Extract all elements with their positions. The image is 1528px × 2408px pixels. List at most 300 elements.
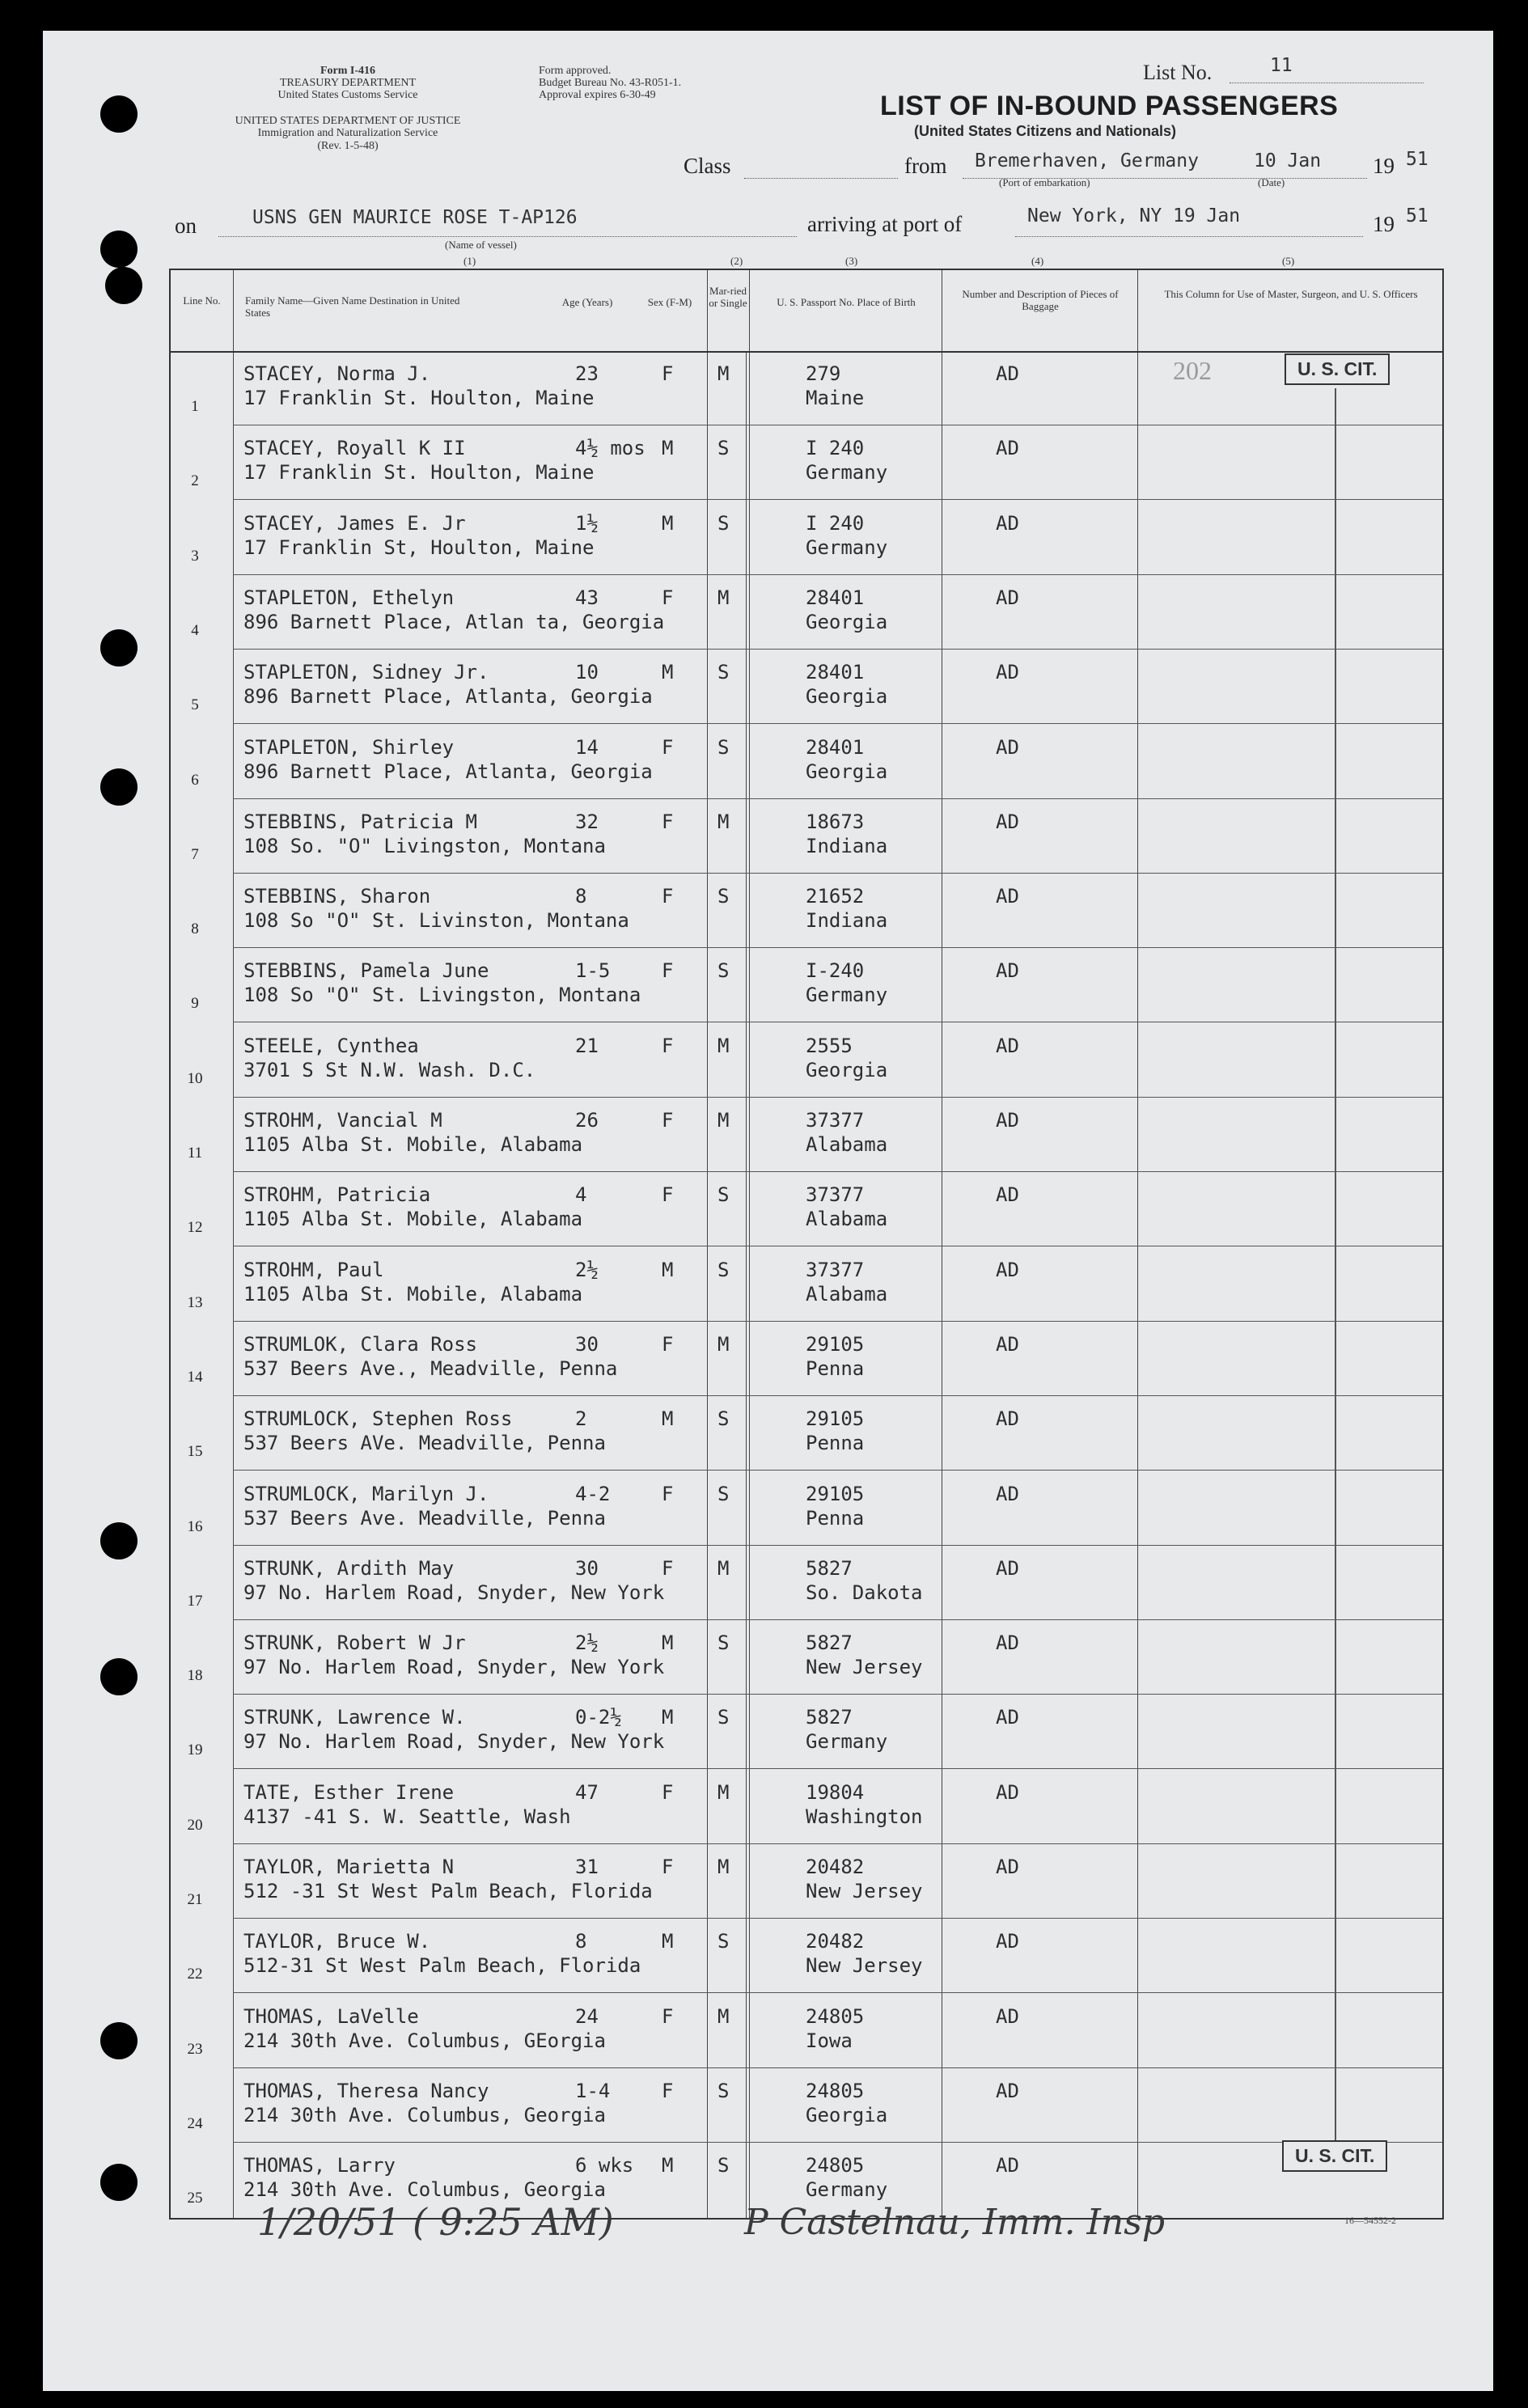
col-num-2: (2) (730, 255, 743, 267)
passenger-name: STRUMLOCK, Stephen Ross (243, 1407, 513, 1431)
handwritten-date: 1/20/51 ( 9:25 AM) (257, 2200, 614, 2244)
line-number: 4 (191, 621, 199, 639)
passenger-age: 2½ (575, 1258, 599, 1281)
place-of-birth: So. Dakota (806, 1581, 923, 1604)
table-row (171, 1844, 1442, 1919)
line-number: 11 (187, 1145, 203, 1162)
place-of-birth: Indiana (806, 834, 888, 857)
form-number: Form I-416 (320, 65, 376, 77)
passenger-name: STEBBINS, Patricia M (243, 810, 477, 833)
passport-number: 28401 (806, 661, 865, 684)
class-field (744, 154, 898, 179)
place-of-birth: Germany (806, 984, 888, 1007)
passenger-address: 512 -31 St West Palm Beach, Florida (243, 1880, 653, 1902)
passenger-age: 2½ (575, 1631, 599, 1655)
passenger-sex: M (662, 1930, 674, 1953)
passenger-name: STEBBINS, Sharon (243, 885, 431, 908)
passenger-address: 17 Franklin St, Houlton, Maine (243, 535, 595, 559)
marital-status: S (717, 1631, 730, 1655)
place-of-birth: Iowa (806, 2029, 853, 2052)
place-of-birth: Penna (806, 1432, 865, 1455)
passenger-age: 6 wks (575, 2154, 634, 2177)
passenger-sex: M (662, 1706, 674, 1729)
line-number: 24 (187, 2114, 203, 2132)
passenger-address: 97 No. Harlem Road, Snyder, New York (243, 1581, 665, 1604)
ins-service: Immigration and Naturalization Service (257, 127, 438, 139)
marital-status: S (717, 959, 730, 983)
col-header-age: Age (Years) (561, 296, 613, 308)
binder-hole (100, 629, 138, 667)
passport-number: 20482 (806, 1930, 865, 1953)
place-of-birth: Georgia (806, 2103, 888, 2127)
table-row (171, 874, 1442, 948)
vessel-name: USNS GEN MAURICE ROSE T-AP126 (252, 207, 578, 228)
passenger-age: 4 (575, 1183, 587, 1207)
arriving-label: arriving at port of (807, 212, 963, 236)
date-caption: (Date) (1258, 176, 1285, 188)
list-no-label: List No. (1143, 61, 1213, 84)
approved-line-2: Budget Bureau No. 43-R051-1. (539, 77, 682, 89)
bracket-line (1335, 388, 1336, 2144)
passenger-address: 1105 Alba St. Mobile, Alabama (243, 1208, 583, 1231)
place-of-birth: Penna (806, 1506, 865, 1530)
year2-prefix: 19 (1373, 212, 1395, 236)
passenger-name: STROHM, Vancial M (243, 1109, 442, 1132)
year-value: 51 (1406, 149, 1429, 170)
passenger-address: 214 30th Ave. Columbus, GEorgia (243, 2029, 606, 2052)
baggage: AD (996, 362, 1019, 385)
passenger-name: STRUMLOCK, Marilyn J. (243, 1482, 489, 1505)
place-of-birth: Germany (806, 1730, 888, 1754)
marital-status: M (717, 810, 730, 833)
marital-status: M (717, 1109, 730, 1132)
marital-status: S (717, 2079, 730, 2102)
passenger-address: 1105 Alba St. Mobile, Alabama (243, 1133, 583, 1156)
table-row (171, 1471, 1442, 1546)
passenger-sex: F (662, 1034, 674, 1057)
passenger-age: 1½ (575, 511, 599, 535)
baggage: AD (996, 2079, 1019, 2102)
passport-number: 2555 (806, 1034, 853, 1057)
passenger-age: 30 (575, 1332, 599, 1356)
baggage: AD (996, 1706, 1019, 1729)
vessel-caption: (Name of vessel) (445, 239, 517, 251)
passenger-address: 537 Beers Ave., Meadville, Penna (243, 1356, 618, 1380)
line-number: 21 (187, 1891, 203, 1908)
passport-number: 24805 (806, 2154, 865, 2177)
marital-status: S (717, 735, 730, 759)
passport-number: 5827 (806, 1556, 853, 1580)
approved-line-3: Approval expires 6-30-49 (539, 89, 656, 101)
passport-number: I 240 (806, 511, 865, 535)
passenger-address: 108 So "O" St. Livinston, Montana (243, 909, 629, 933)
passport-number: 29105 (806, 1407, 865, 1431)
place-of-birth: Penna (806, 1356, 865, 1380)
baggage: AD (996, 2004, 1019, 2028)
baggage: AD (996, 661, 1019, 684)
line-number: 8 (191, 920, 199, 938)
line-number: 6 (191, 771, 199, 789)
passenger-age: 1-5 (575, 959, 611, 983)
passenger-sex: M (662, 437, 674, 460)
passenger-address: 512-31 St West Palm Beach, Florida (243, 1954, 641, 1978)
port-caption: (Port of embarkation) (999, 176, 1090, 188)
table-row (171, 1994, 1442, 2068)
passenger-name: STRUMLOK, Clara Ross (243, 1332, 477, 1356)
passport-number: 19804 (806, 1780, 865, 1804)
passenger-address: 108 So "O" St. Livingston, Montana (243, 984, 641, 1007)
line-number: 23 (187, 2040, 203, 2058)
passenger-name: TATE, Esther Irene (243, 1780, 455, 1804)
line-number: 14 (187, 1368, 203, 1386)
passenger-sex: M (662, 661, 674, 684)
baggage: AD (996, 1332, 1019, 1356)
place-of-birth: Germany (806, 461, 888, 485)
col-header-married: Mar-ried or Single (709, 285, 747, 309)
passenger-name: STEBBINS, Pamela June (243, 959, 489, 983)
passenger-age: 10 (575, 661, 599, 684)
baggage: AD (996, 2154, 1019, 2177)
passport-number: 5827 (806, 1706, 853, 1729)
baggage: AD (996, 1482, 1019, 1505)
table-row (171, 650, 1442, 724)
passenger-name: THOMAS, LaVelle (243, 2004, 419, 2028)
passenger-sex: F (662, 1856, 674, 1878)
table-row (171, 425, 1442, 500)
passenger-age: 4-2 (575, 1482, 611, 1505)
passport-number: 29105 (806, 1332, 865, 1356)
line-number: 13 (187, 1293, 203, 1311)
passenger-sex: F (662, 362, 674, 385)
passenger-address: 537 Beers AVe. Meadville, Penna (243, 1432, 606, 1455)
passenger-age: 8 (575, 1930, 587, 1953)
col-num-1: (1) (463, 255, 476, 267)
marital-status: M (717, 2004, 730, 2028)
table-row (171, 1620, 1442, 1695)
passenger-sex: M (662, 1258, 674, 1281)
passenger-age: 8 (575, 885, 587, 908)
passenger-sex: F (662, 1332, 674, 1356)
binder-hole (100, 231, 138, 268)
from-label: from (904, 154, 947, 178)
line-number: 2 (191, 472, 199, 490)
passenger-sex: F (662, 735, 674, 759)
passenger-age: 23 (575, 362, 599, 385)
passenger-name: STACEY, James E. Jr (243, 511, 466, 535)
file-number-202: 202 (1173, 356, 1212, 385)
baggage: AD (996, 1856, 1019, 1878)
passport-number: 37377 (806, 1183, 865, 1207)
passenger-address: 4137 -41 S. W. Seattle, Wash (243, 1805, 571, 1828)
passenger-address: 97 No. Harlem Road, Snyder, New York (243, 1656, 665, 1679)
passport-number: 5827 (806, 1631, 853, 1655)
marital-status: S (717, 1258, 730, 1281)
binder-hole (100, 95, 138, 133)
marital-status: M (717, 586, 730, 609)
table-row (171, 575, 1442, 650)
page-title: LIST OF IN-BOUND PASSENGERS (880, 91, 1339, 121)
col-header-sex: Sex (F-M) (647, 296, 692, 308)
passport-number: 29105 (806, 1482, 865, 1505)
passenger-address: 17 Franklin St. Houlton, Maine (243, 461, 595, 485)
baggage: AD (996, 1407, 1019, 1431)
line-number: 5 (191, 696, 199, 714)
baggage: AD (996, 735, 1019, 759)
table-row (171, 725, 1442, 799)
passenger-sex: F (662, 1183, 674, 1207)
marital-status: S (717, 437, 730, 460)
table-row (171, 501, 1442, 575)
passenger-address: 537 Beers Ave. Meadville, Penna (243, 1506, 606, 1530)
passenger-sex: F (662, 586, 674, 609)
place-of-birth: Alabama (806, 1282, 888, 1306)
us-citizen-stamp-top: U. S. CIT. (1285, 353, 1390, 385)
place-of-birth: Germany (806, 2178, 888, 2202)
line-number: 3 (191, 547, 199, 565)
marital-status: S (717, 1407, 730, 1431)
col-header-line: Line No. (183, 294, 221, 307)
place-of-birth: Alabama (806, 1208, 888, 1231)
marital-status: S (717, 661, 730, 684)
marital-status: M (717, 362, 730, 385)
place-of-birth: Washington (806, 1805, 923, 1828)
passenger-age: 1-4 (575, 2079, 611, 2102)
year-prefix: 19 (1373, 154, 1395, 178)
justice-dept: UNITED STATES DEPARTMENT OF JUSTICE (235, 115, 461, 127)
line-number: 25 (187, 2190, 203, 2207)
line-number: 16 (187, 1517, 203, 1535)
from-port-value: Bremerhaven, Germany (975, 150, 1199, 171)
passenger-sex: M (662, 1631, 674, 1655)
passenger-age: 4½ mos (575, 437, 645, 460)
passenger-name: STACEY, Royall K II (243, 437, 466, 460)
place-of-birth: New Jersey (806, 1880, 923, 1902)
baggage: AD (996, 1183, 1019, 1207)
table-row (171, 1695, 1442, 1769)
place-of-birth: Alabama (806, 1133, 888, 1156)
binder-hole (100, 768, 138, 806)
passport-number: 28401 (806, 735, 865, 759)
treasury-dept: TREASURY DEPARTMENT (279, 77, 417, 89)
col-header-baggage: Number and Description of Pieces of Baggage (962, 288, 1119, 312)
place-of-birth: Georgia (806, 760, 888, 783)
passenger-address: 108 So. "O" Livingston, Montana (243, 834, 606, 857)
line-number: 19 (187, 1741, 203, 1759)
passenger-address: 17 Franklin St. Houlton, Maine (243, 387, 595, 409)
place-of-birth: Georgia (806, 685, 888, 709)
passenger-address: 896 Barnett Place, Atlanta, Georgia (243, 760, 653, 783)
passenger-sex: F (662, 1780, 674, 1804)
passenger-address: 214 30th Ave. Columbus, Georgia (243, 2178, 606, 2202)
baggage: AD (996, 810, 1019, 833)
passenger-name: STAPLETON, Ethelyn (243, 586, 455, 609)
marital-status: M (717, 1556, 730, 1580)
baggage: AD (996, 885, 1019, 908)
passport-number: I 240 (806, 437, 865, 460)
col-num-4: (4) (1031, 255, 1044, 267)
place-of-birth: Germany (806, 535, 888, 559)
binder-hole (105, 267, 142, 304)
departure-date-value: 10 Jan (1254, 150, 1322, 171)
col-num-5: (5) (1282, 255, 1295, 267)
col-header-name: Family Name—Given Name Destination in United States (245, 294, 460, 319)
passport-number: 24805 (806, 2079, 865, 2102)
binder-hole (100, 2164, 138, 2201)
binder-hole (100, 1658, 138, 1695)
marital-status: S (717, 2154, 730, 2177)
baggage: AD (996, 586, 1019, 609)
passenger-name: THOMAS, Theresa Nancy (243, 2079, 489, 2102)
passenger-sex: M (662, 511, 674, 535)
passport-number: 20482 (806, 1856, 865, 1878)
passenger-age: 30 (575, 1556, 599, 1580)
passenger-sex: F (662, 810, 674, 833)
marital-status: S (717, 1482, 730, 1505)
passenger-age: 0-2½ (575, 1706, 622, 1729)
passenger-age: 24 (575, 2004, 599, 2028)
baggage: AD (996, 511, 1019, 535)
class-label: Class (684, 154, 731, 178)
passenger-name: STRUNK, Robert W Jr (243, 1631, 466, 1655)
page-subtitle: (United States Citizens and Nationals) (914, 123, 1177, 139)
passenger-age: 14 (575, 735, 599, 759)
passenger-sex: F (662, 2004, 674, 2028)
approved-line-1: Form approved. (539, 65, 612, 77)
line-number: 17 (187, 1592, 203, 1610)
passenger-name: STAPLETON, Shirley (243, 735, 455, 759)
line-number: 12 (187, 1219, 203, 1237)
binder-hole (100, 2022, 138, 2059)
passenger-name: STROHM, Paul (243, 1258, 384, 1281)
passport-number: 37377 (806, 1258, 865, 1281)
baggage: AD (996, 1034, 1019, 1057)
baggage: AD (996, 1109, 1019, 1132)
table-row (171, 1098, 1442, 1172)
col-header-passport: U. S. Passport No. Place of Birth (777, 296, 916, 308)
place-of-birth: Georgia (806, 610, 888, 633)
passport-number: 24805 (806, 2004, 865, 2028)
passenger-sex: F (662, 1109, 674, 1132)
place-of-birth: Indiana (806, 909, 888, 933)
us-citizen-stamp-bottom: U. S. CIT. (1282, 2140, 1387, 2172)
passenger-name: THOMAS, Larry (243, 2154, 396, 2177)
table-row (171, 2068, 1442, 2143)
line-number: 20 (187, 1816, 203, 1834)
col-num-3: (3) (845, 255, 858, 267)
passport-number: 21652 (806, 885, 865, 908)
place-of-birth: New Jersey (806, 1656, 923, 1679)
marital-status: S (717, 1183, 730, 1207)
marital-status: M (717, 1034, 730, 1057)
passenger-address: 1105 Alba St. Mobile, Alabama (243, 1282, 583, 1306)
line-number: 22 (187, 1966, 203, 1983)
passenger-address: 896 Barnett Place, Atlanta, Georgia (243, 685, 653, 709)
marital-status: S (717, 1706, 730, 1729)
passenger-name: STEELE, Cynthea (243, 1034, 419, 1057)
baggage: AD (996, 1780, 1019, 1804)
passport-number: 28401 (806, 586, 865, 609)
passenger-sex: F (662, 2079, 674, 2102)
line-number: 7 (191, 845, 199, 863)
list-no-field (1230, 57, 1424, 83)
baggage: AD (996, 1556, 1019, 1580)
marital-status: M (717, 1780, 730, 1804)
passenger-address: 214 30th Ave. Columbus, Georgia (243, 2103, 606, 2127)
passenger-name: STROHM, Patricia (243, 1183, 431, 1207)
marital-status: M (717, 1332, 730, 1356)
passenger-age: 47 (575, 1780, 599, 1804)
line-number: 15 (187, 1443, 203, 1461)
year2-value: 51 (1406, 205, 1429, 226)
passenger-name: STRUNK, Lawrence W. (243, 1706, 466, 1729)
passenger-sex: M (662, 2154, 674, 2177)
passenger-sex: F (662, 1482, 674, 1505)
list-no-value: 11 (1270, 55, 1293, 76)
passenger-sex: F (662, 1556, 674, 1580)
place-of-birth: New Jersey (806, 1954, 923, 1978)
passport-number: 279 (806, 362, 841, 385)
passenger-name: STRUNK, Ardith May (243, 1556, 455, 1580)
passenger-name: TAYLOR, Bruce W. (243, 1930, 431, 1953)
table-row (171, 351, 1442, 425)
marital-status: M (717, 1856, 730, 1878)
passenger-address: 3701 S St N.W. Wash. D.C. (243, 1058, 536, 1081)
table-row (171, 1770, 1442, 1844)
revision: (Rev. 1-5-48) (317, 140, 379, 152)
line-number: 9 (191, 995, 199, 1013)
table-row (171, 799, 1442, 874)
table-row (171, 1322, 1442, 1396)
line-number: 1 (191, 398, 199, 415)
col-header-officers: This Column for Use of Master, Surgeon, and U. S. Officers (1164, 288, 1418, 300)
passport-number: 37377 (806, 1109, 865, 1132)
arrival-port-value: New York, NY 19 Jan (1027, 205, 1241, 226)
footer-code: 16—54552-2 (1344, 2215, 1396, 2226)
passenger-table (169, 269, 1444, 2220)
table-row (171, 1546, 1442, 1620)
baggage: AD (996, 959, 1019, 983)
table-row (171, 1172, 1442, 1246)
table-row (171, 1919, 1442, 1993)
passenger-sex: F (662, 885, 674, 908)
table-row (171, 1396, 1442, 1471)
line-number: 18 (187, 1667, 203, 1685)
baggage: AD (996, 1930, 1019, 1953)
line-number: 10 (187, 1069, 203, 1087)
passenger-sex: F (662, 959, 674, 983)
binder-hole (100, 1522, 138, 1559)
passenger-name: STACEY, Norma J. (243, 362, 431, 385)
table-row (171, 948, 1442, 1022)
customs-service: United States Customs Service (277, 89, 418, 101)
passenger-name: STAPLETON, Sidney Jr. (243, 661, 489, 684)
passport-number: I-240 (806, 959, 865, 983)
place-of-birth: Maine (806, 387, 865, 409)
passport-number: 18673 (806, 810, 865, 833)
passenger-age: 31 (575, 1856, 599, 1878)
table-row (171, 1023, 1442, 1098)
passenger-address: 97 No. Harlem Road, Snyder, New York (243, 1730, 665, 1754)
passenger-age: 21 (575, 1034, 599, 1057)
baggage: AD (996, 437, 1019, 460)
passenger-sex: M (662, 1407, 674, 1431)
passenger-name: TAYLOR, Marietta N (243, 1856, 455, 1878)
baggage: AD (996, 1258, 1019, 1281)
passenger-age: 26 (575, 1109, 599, 1132)
passenger-age: 32 (575, 810, 599, 833)
passenger-address: 896 Barnett Place, Atlan ta, Georgia (243, 610, 665, 633)
place-of-birth: Georgia (806, 1058, 888, 1081)
